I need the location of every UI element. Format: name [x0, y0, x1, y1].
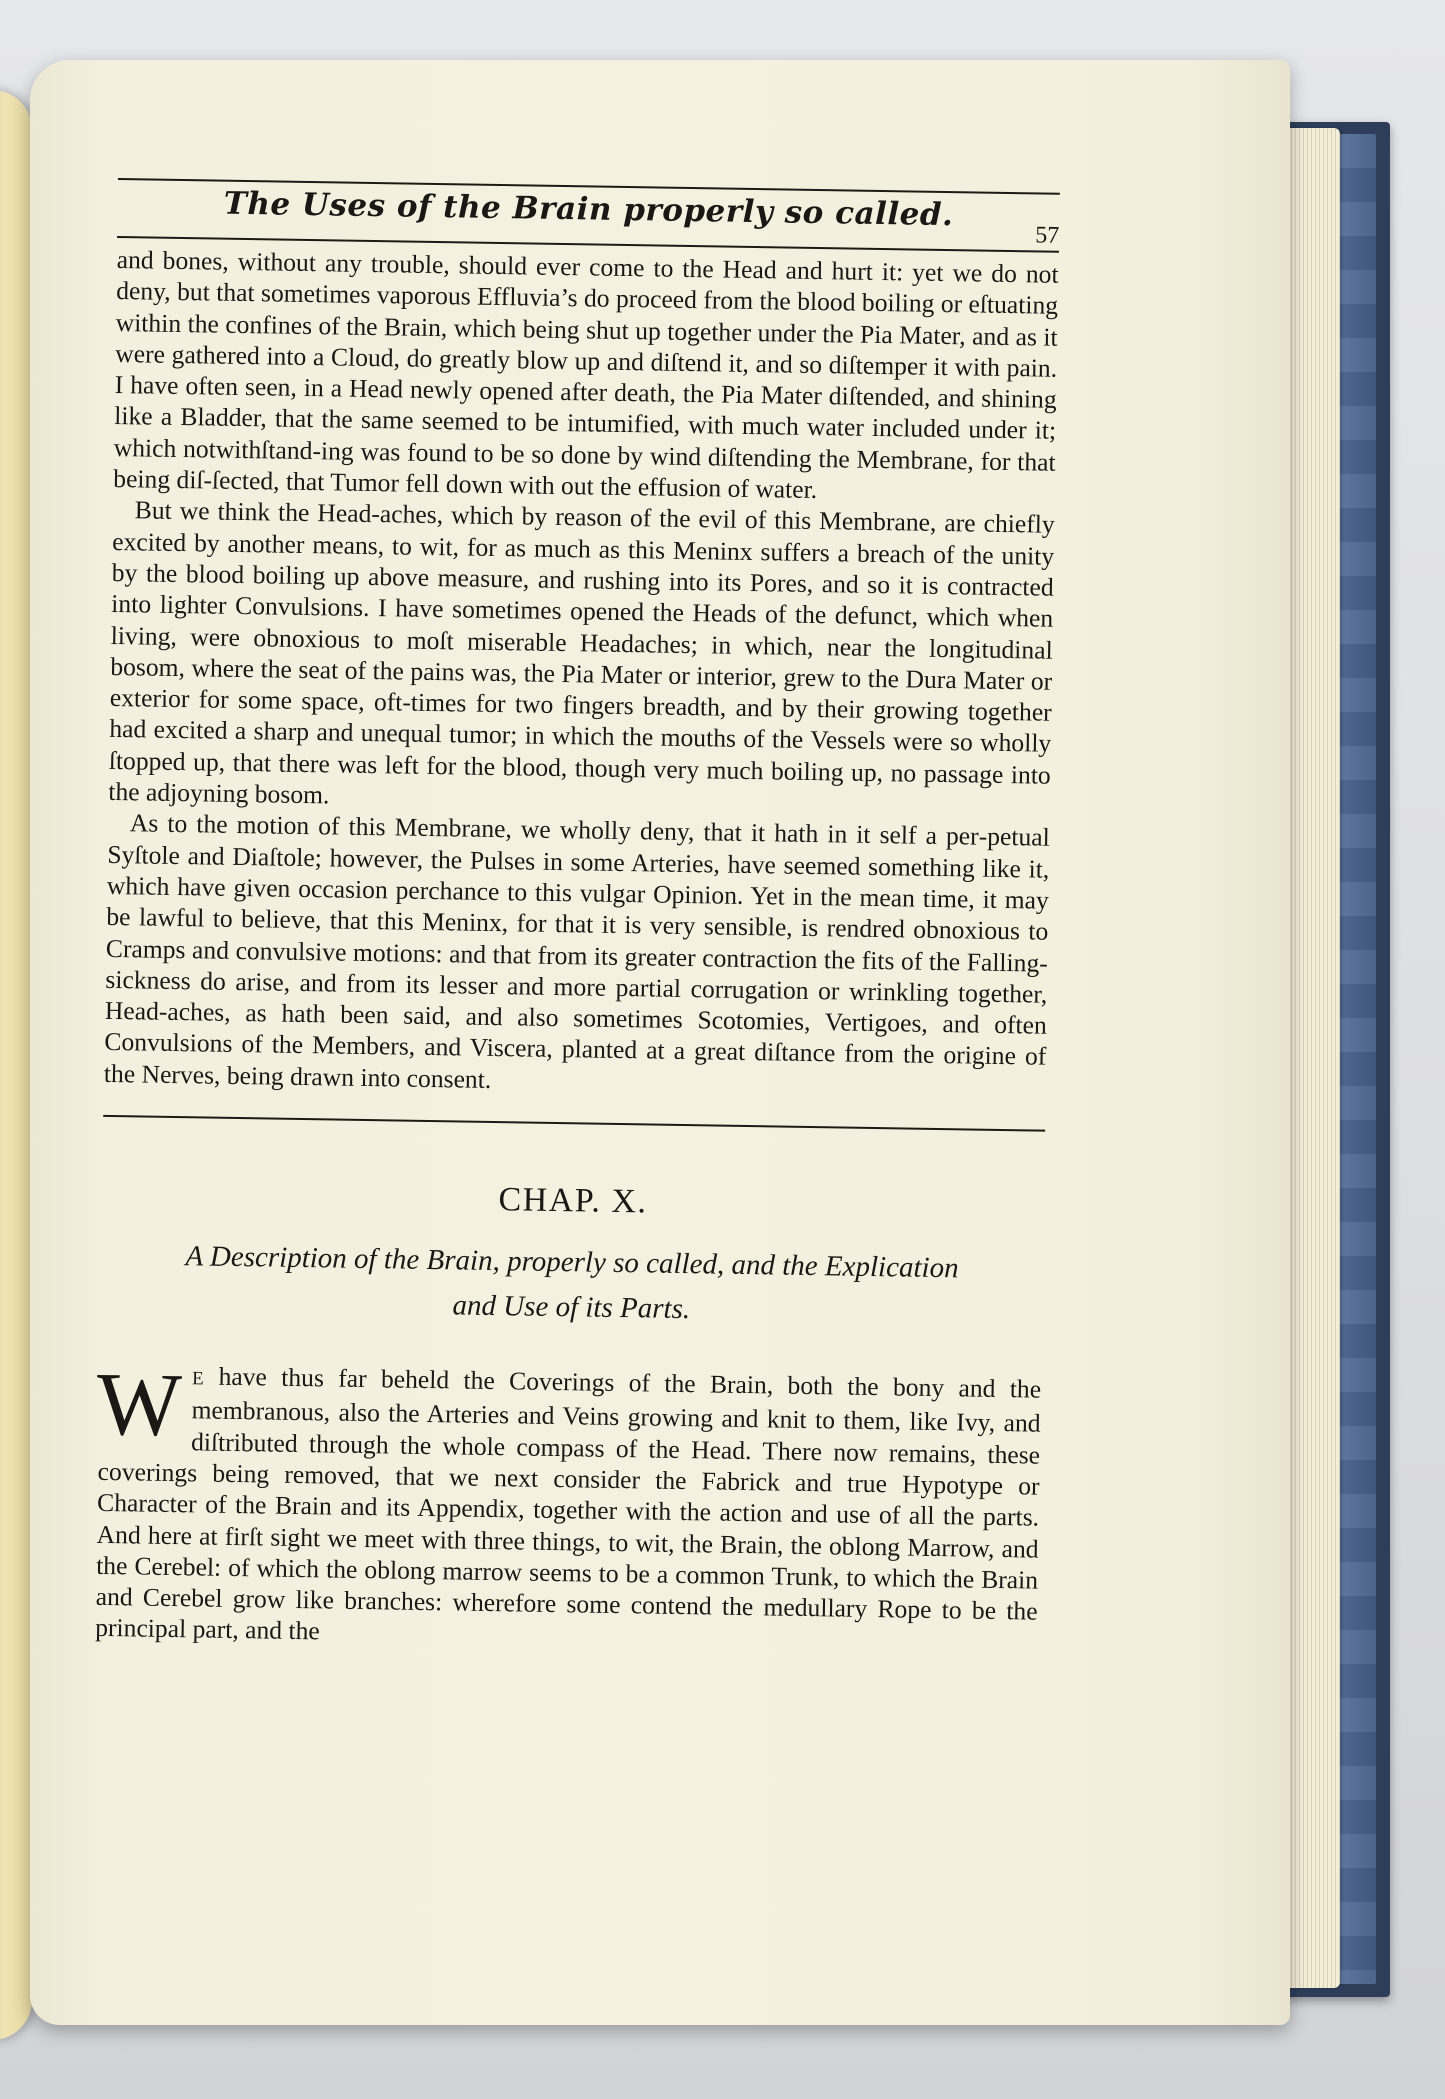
book-page [30, 60, 1290, 2025]
small-caps: E [191, 1368, 205, 1390]
paragraph: As to the motion of this Membrane, we wholly deny, that it hath in it self a per‐petual Syſtole and Diaſtole; however, the Pulses in some Arteries, have seemed something like it, which have given occasion perchance to this vulgar Opinion. Yet in the mean time, it may be lawful to believe, that this Meninx, for that it is very sensible, is rendred obnoxious to Cramps and convulsive motions: and that from its greater contraction the fits of the Falling‐sickness do arise, and from its lesser and more partial corrugation or wrinkling together, Head‐aches, as hath been said, and also sometimes Scotomies, Vertigoes, and often Convulsions of the Members, and Viscera, planted at a great diſtance from the origine of the Nerves, being drawn into consent. [103, 808, 1050, 1094]
chapter-paragraph: have thus far beheld the Coverings of the Brain, both the bony and the membranous, also the Arteries and Veins growing and knit to them, like Ivy, and diſtributed through the whole compass of the Head. There now remains, these coverings being removed, that we next consider the Fabrick and true Hypotype or Character of the Brain and its Appendix, together with the action and use of all the parts. And here at firſt sight we meet with three things, to wit, the Brain, the oblong Marrow, and the Cerebel: of which the oblong marrow seems to be a common Trunk, to which the Brain and Cerebel grow like branches: wherefore some contend the medullary Rope to be the principal part, and the [94, 1361, 1042, 1646]
chapter-subtitle: A Description of the Brain, properly so called, and the Explication and Use of its Parts. [185, 1240, 959, 1326]
chapter-title: CHAP. X. [498, 1181, 648, 1221]
drop-cap: W [95, 1354, 183, 1456]
page-content [95, 178, 1060, 1658]
paragraph: and bones, without any trouble, should ever come to the Head and hurt it: yet we do not deny, but that sometimes vaporous Effluvia’s do proceed from the blood boiling or eſtuating within the confines of the Brain, which being shut up together under the Pia Mater, and as it were gathered into a Cloud, do greatly blow up and diſtend it, and so diſtemper it with pain. I have often seen, in a Head newly opened after death, the Pia Mater diſtended, and shining like a Bladder, that the same seemed to be intumified, with much water included under it; which notwithſtand‐ing was found to be so done by wind diſtending the Membrane, for that being diſ‐ſected, that Tumor fell down with out the effusion of water. [113, 244, 1059, 505]
page-number: 57 [1035, 222, 1060, 249]
chapter-text [94, 1354, 1042, 1658]
body-text [104, 244, 1059, 1104]
paragraph: But we think the Head‐aches, which by reason of the evil of this Membrane, are chiefly excited by another means, to wit, for as much as this Meninx suffers a breach of the unity by the blood boiling up above measure, and rushing into its Pores, and so it is contracted into lighter Convulsions. I have sometimes opened the Heads of the defunct, which when living, were obnoxious to moſt miserable Headaches; in which, near the longitudinal bosom, where the seat of the pains was, the Pia Mater or interior, grew to the Dura Mater or exterior for some space, oft‐times for two fingers breadth, and by their growing together had excited a sharp and unequal tumor; in which the mouths of the Vessels were so wholly ſtopped up, that there was left for the blood, though very much boiling up, no passage into the adjoyning bosom. [108, 495, 1055, 810]
section-divider [103, 1115, 1045, 1132]
running-head: The Uses of the Brain properly so called. [223, 185, 954, 234]
left-page-edge [0, 90, 32, 2040]
